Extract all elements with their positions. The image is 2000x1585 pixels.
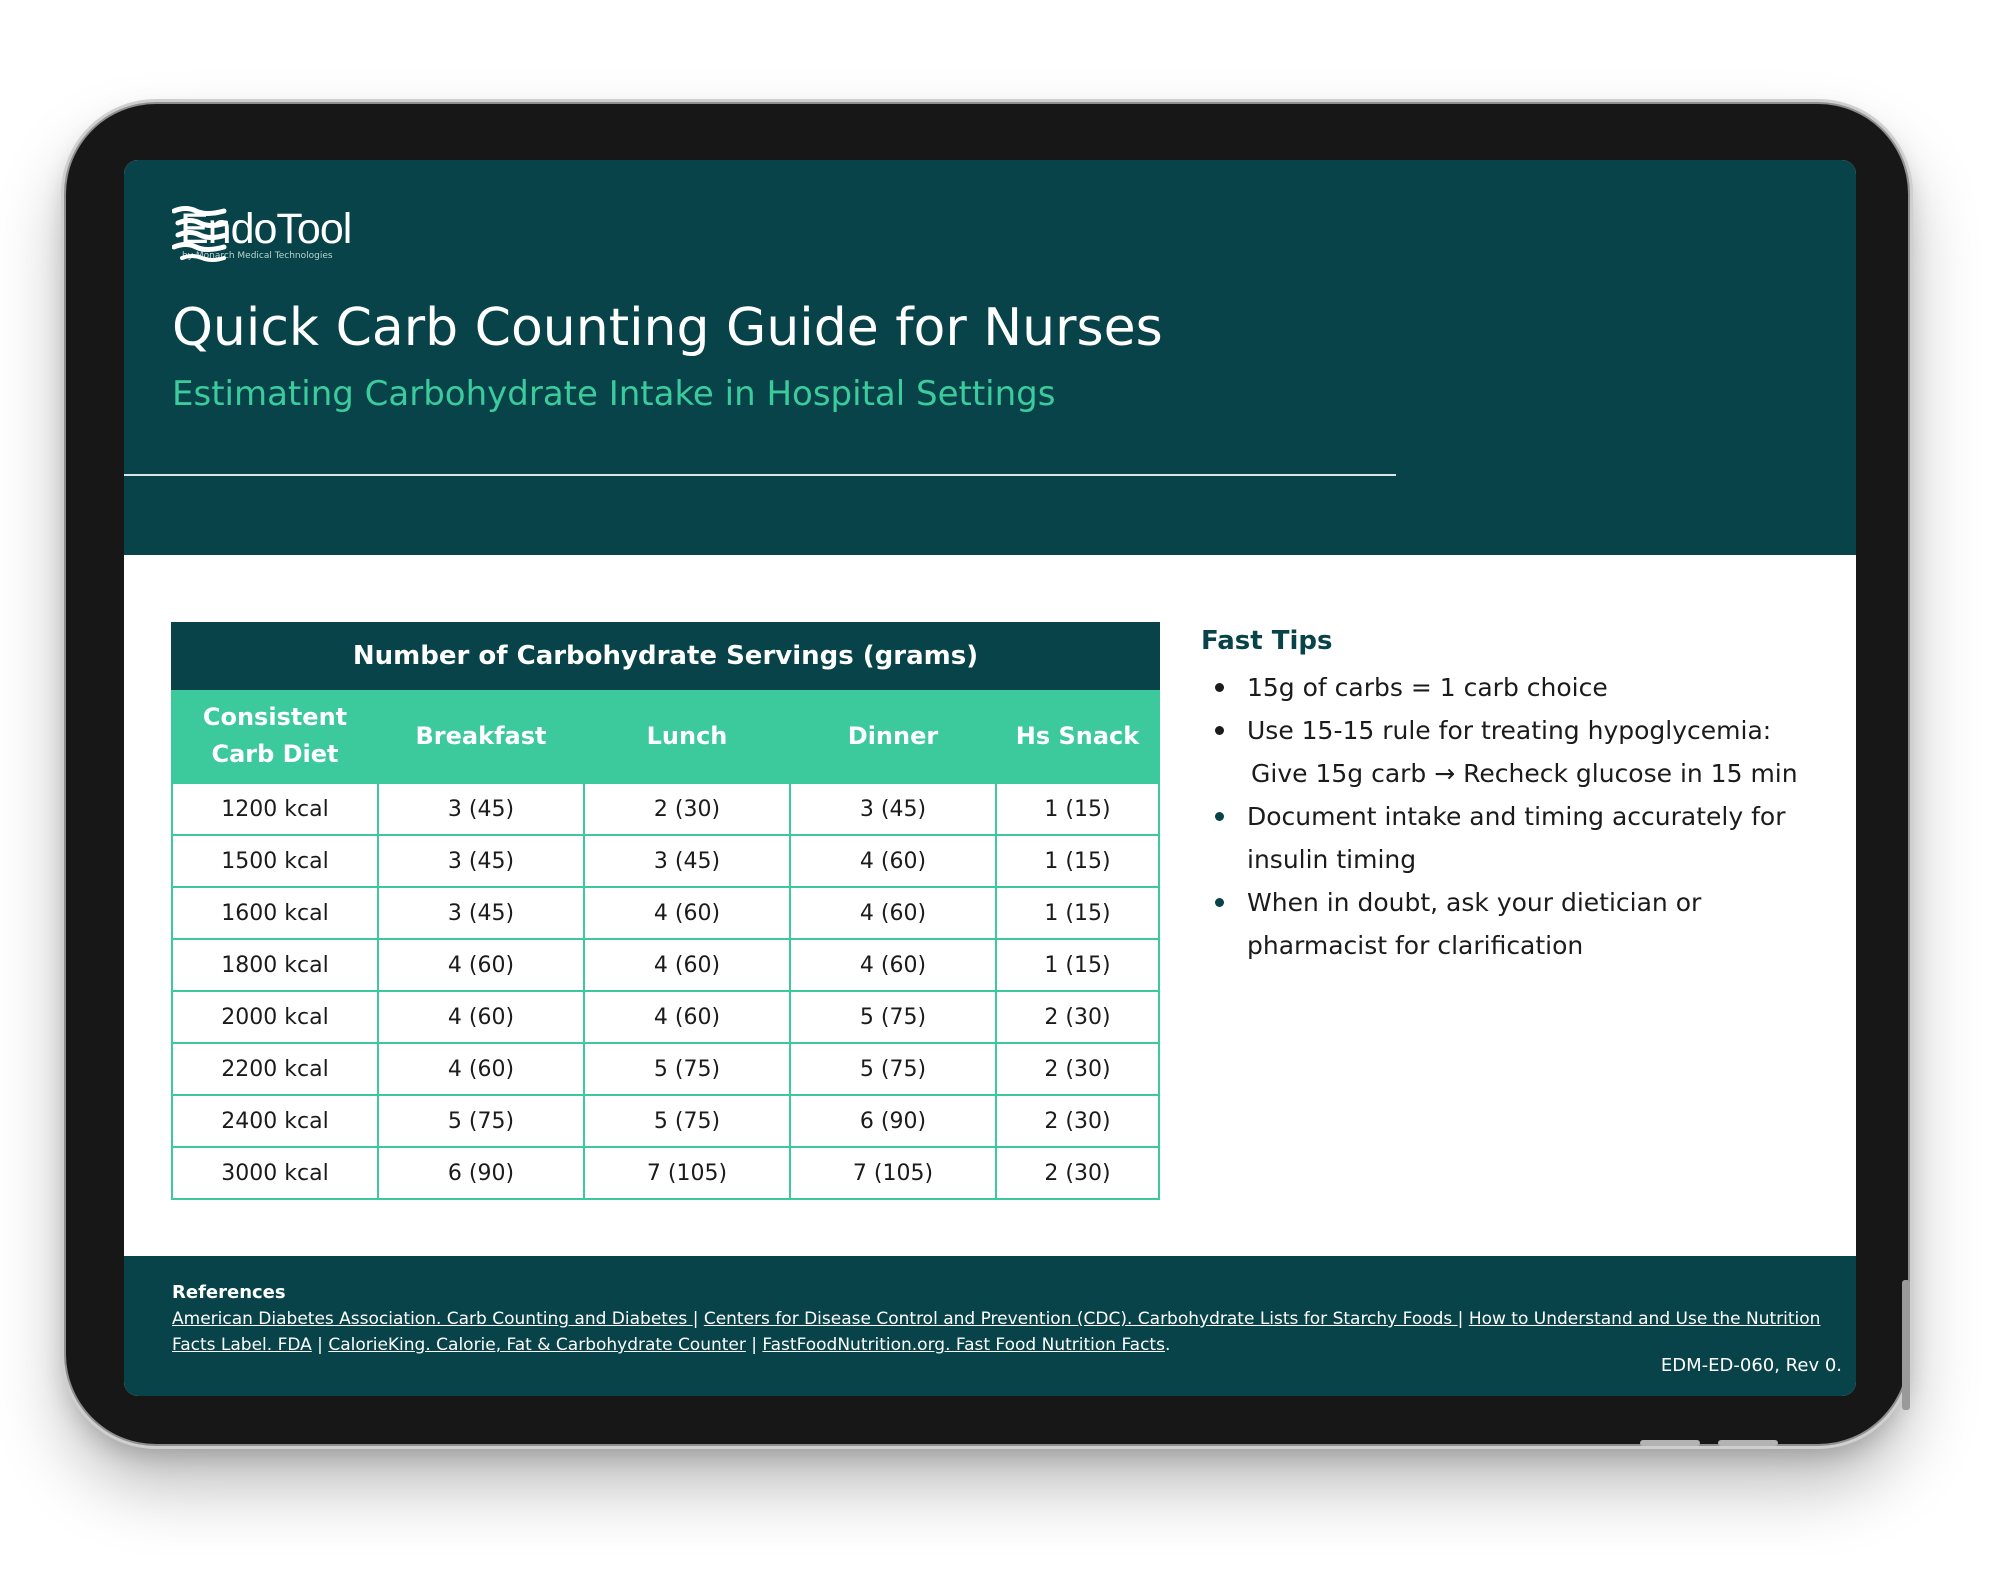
table-cell-diet: 2000 kcal	[172, 991, 378, 1043]
table-cell-serving: 5 (75)	[378, 1095, 584, 1147]
table-cell-serving: 2 (30)	[584, 783, 790, 835]
bullet-icon	[1215, 683, 1224, 692]
fast-tips-title: Fast Tips	[1201, 626, 1333, 656]
table-cell-serving: 1 (15)	[996, 835, 1159, 887]
table-row	[172, 835, 1159, 887]
table-cell-serving: 6 (90)	[378, 1147, 584, 1199]
volume-button-1	[1640, 1440, 1700, 1446]
reference-separator: |	[311, 1335, 329, 1355]
side-button	[1902, 1280, 1910, 1410]
endotool-logo	[172, 205, 351, 261]
tip-item	[1201, 795, 1821, 881]
fast-tips	[1201, 626, 1821, 967]
table-cell-serving: 5 (75)	[584, 1043, 790, 1095]
table-cell-serving: 4 (60)	[584, 939, 790, 991]
column-header-hs-snack: Hs Snack	[996, 689, 1159, 783]
table-row	[172, 1147, 1159, 1199]
carb-servings-table	[171, 622, 1160, 1200]
brand-tagline: by Monarch Medical Technologies	[182, 251, 333, 261]
bullet-icon	[1215, 812, 1224, 821]
table-cell-serving: 4 (60)	[584, 991, 790, 1043]
table-cell-serving: 2 (30)	[996, 1095, 1159, 1147]
table-cell-serving: 7 (105)	[584, 1147, 790, 1199]
table-cell-serving: 2 (30)	[996, 991, 1159, 1043]
table-row	[172, 887, 1159, 939]
table-cell-diet: 1200 kcal	[172, 783, 378, 835]
reference-link[interactable]: Centers for Disease Control and Prevention (CDC). Carbohydrate Lists for Starchy Foods	[703, 1309, 1458, 1329]
table-cell-diet: 3000 kcal	[172, 1147, 378, 1199]
table-row	[172, 939, 1159, 991]
reference-link[interactable]: CalorieKing. Calorie, Fat & Carbohydrate Counter	[328, 1335, 746, 1355]
document-id: EDM-ED-060, Rev 0.	[1660, 1355, 1842, 1376]
references-links	[172, 1306, 1822, 1358]
table-cell-diet: 1800 kcal	[172, 939, 378, 991]
table-cell-serving: 1 (15)	[996, 783, 1159, 835]
fast-tips-list	[1201, 666, 1821, 967]
table-row	[172, 1095, 1159, 1147]
table-title: Number of Carbohydrate Servings (grams)	[172, 623, 1159, 689]
table-cell-serving: 3 (45)	[790, 783, 996, 835]
table-cell-serving: 3 (45)	[378, 835, 584, 887]
reference-separator: |	[1457, 1309, 1469, 1329]
table-cell-serving: 5 (75)	[790, 991, 996, 1043]
document-screen	[124, 160, 1856, 1396]
table-cell-serving: 4 (60)	[584, 887, 790, 939]
table-cell-serving: 4 (60)	[378, 991, 584, 1043]
table-cell-diet: 2400 kcal	[172, 1095, 378, 1147]
table-cell-diet: 1500 kcal	[172, 835, 378, 887]
tip-line: When in doubt, ask your dietician or	[1247, 888, 1702, 917]
endotool-logo-icon	[172, 205, 228, 263]
column-header-breakfast: Breakfast	[378, 689, 584, 783]
reference-link[interactable]: FastFoodNutrition.org. Fast Food Nutrition Facts	[762, 1335, 1165, 1355]
table-cell-serving: 3 (45)	[584, 835, 790, 887]
brand-name: EndoTool	[180, 205, 352, 253]
header-banner	[124, 160, 1856, 555]
table-row	[172, 991, 1159, 1043]
bullet-icon	[1215, 726, 1224, 735]
tip-item	[1201, 709, 1821, 795]
tip-line: insulin timing	[1247, 845, 1417, 874]
reference-link[interactable]: American Diabetes Association. Carb Counting and Diabetes	[172, 1309, 693, 1329]
reference-end: .	[1164, 1335, 1171, 1355]
table-row	[172, 783, 1159, 835]
reference-separator: |	[745, 1335, 763, 1355]
table-cell-serving: 2 (30)	[996, 1043, 1159, 1095]
table-row	[172, 1043, 1159, 1095]
tip-item	[1201, 881, 1821, 967]
table-cell-serving: 4 (60)	[790, 835, 996, 887]
tip-item	[1201, 666, 1821, 709]
tip-line: pharmacist for clarification	[1247, 931, 1584, 960]
table-cell-serving: 5 (75)	[790, 1043, 996, 1095]
column-header-diet: Consistent Carb Diet	[172, 689, 378, 783]
reference-separator: |	[692, 1309, 704, 1329]
tip-line: Give 15g carb → Recheck glucose in 15 min	[1251, 759, 1798, 788]
table-cell-diet: 2200 kcal	[172, 1043, 378, 1095]
page-subtitle: Estimating Carbohydrate Intake in Hospital Settings	[172, 374, 1056, 414]
table-cell-serving: 5 (75)	[584, 1095, 790, 1147]
table-cell-serving: 4 (60)	[378, 1043, 584, 1095]
table-cell-serving: 1 (15)	[996, 939, 1159, 991]
volume-button-2	[1718, 1440, 1778, 1446]
table-cell-serving: 6 (90)	[790, 1095, 996, 1147]
table-cell-serving: 7 (105)	[790, 1147, 996, 1199]
table-cell-serving: 3 (45)	[378, 783, 584, 835]
table-cell-serving: 4 (60)	[790, 939, 996, 991]
tip-line: 15g of carbs = 1 carb choice	[1247, 673, 1608, 702]
bullet-icon	[1215, 898, 1224, 907]
table-cell-serving: 1 (15)	[996, 887, 1159, 939]
column-header-dinner: Dinner	[790, 689, 996, 783]
column-header-lunch: Lunch	[584, 689, 790, 783]
table-cell-serving: 4 (60)	[378, 939, 584, 991]
tip-line: Use 15-15 rule for treating hypoglycemia:	[1247, 716, 1772, 745]
table-cell-serving: 4 (60)	[790, 887, 996, 939]
references-title: References	[172, 1282, 286, 1303]
page-title: Quick Carb Counting Guide for Nurses	[172, 298, 1163, 358]
table-cell-diet: 1600 kcal	[172, 887, 378, 939]
tip-line: Document intake and timing accurately for	[1247, 802, 1786, 831]
table-cell-serving: 3 (45)	[378, 887, 584, 939]
reference-link[interactable]: How to Understand and Use the Nutrition Facts Label. FDA	[172, 1309, 1821, 1355]
table-cell-serving: 2 (30)	[996, 1147, 1159, 1199]
references-footer	[124, 1256, 1856, 1396]
